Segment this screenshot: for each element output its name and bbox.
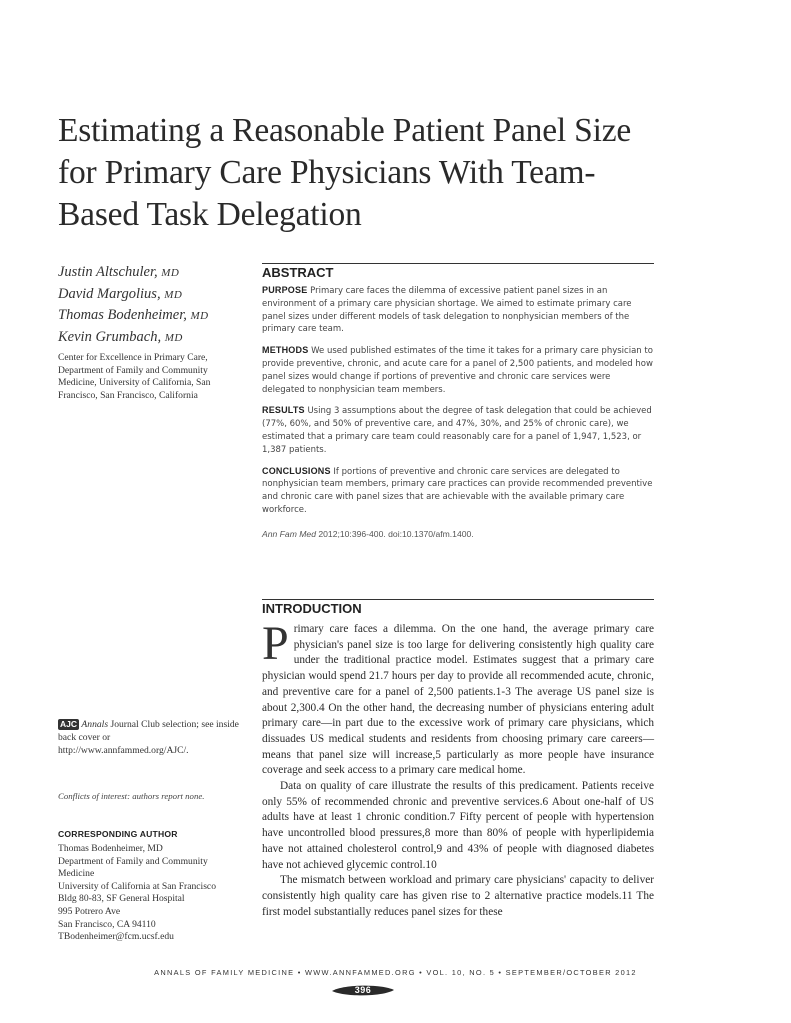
ajc-journal: Annals [81,719,109,730]
corresponding-line: Department of Family and Community Medicine [58,855,208,880]
ajc-text: Journal Club selection; see inside back cover or http://www.annfammed.org/AJC/. [58,719,239,756]
citation: Ann Fam Med 2012;10:396-400. doi:10.1370/afm.1400. [262,528,474,539]
abstract-methods: METHODS We used published estimates of the time it takes for a primary care physician to provide preventive, chronic, and acute care for a panel of 2,500 patients, and modeled how panel sizes would change if portions of preventive and chronic care services were delegated to nonphysician team members. [262,345,653,395]
corresponding-author [58,829,243,944]
abstract-results: RESULTS Using 3 assumptions about the degree of task delegation that could be achieved (77%, 60%, and 50% of preventive care, and 47%, 30%, and 25% of chronic care), we estimated that a primary care team could reasonably care for a panel of 1,947, 1,523, or 1,387 patients. [262,405,652,455]
corresponding-line: University of California at San Francisco [58,880,216,892]
introduction-paragraph: Data on quality of care illustrate the results of this predicament. Patients receive only 55% of recommended chronic and preventive services.6 About one-half of US adults have at least 1 chronic condition.7 Fifty percent of people with hypertension have uncontrolled blood pressures,8 more than 80% of people with hyperlipidemia have not attained cholesterol control,9 and 43% of people with diagnosed diabetes have not achieved glycemic control.10 [262,780,654,871]
corresponding-line: Thomas Bodenheimer, MD [58,843,163,854]
author: Justin Altschuler, MD [58,264,180,280]
article-title: Estimating a Reasonable Patient Panel Size for Primary Care Physicians With Team-Based Task Delegation [58,112,632,233]
abstract-heading: ABSTRACT [262,265,334,280]
abstract-conclusions: CONCLUSIONS If portions of preventive and chronic care services are delegated to nonphysician team members, primary care practices can provide recommended preventive and chronic care with panel sizes that are achievable with the available primary care workforce. [262,465,653,515]
author-block [58,262,238,402]
page-footer: ANNALS OF FAMILY MEDICINE • WWW.ANNFAMMED.ORG • VOL. 10, NO. 5 • SEPTEMBER/OCTOBER 2012 [154,968,637,977]
introduction-paragraph: The mismatch between workload and primary care physicians' capacity to deliver consistently high quality care has given rise to 2 alternative practice models.11 The first model substantially reduces panel sizes for these [262,874,654,918]
corresponding-heading: CORRESPONDING AUTHOR [58,829,178,839]
journal-club-note [58,718,243,757]
page-number: 396 [354,985,372,995]
corresponding-line: 995 Potrero Ave [58,905,121,917]
introduction-heading: INTRODUCTION [262,601,362,616]
author: Kevin Grumbach, MD [58,328,183,345]
introduction-rule [262,599,654,600]
abstract-section [262,263,654,539]
page-number-badge [330,984,396,997]
author: David Margolius, MD [58,285,183,302]
conflicts-of-interest: Conflicts of interest: authors report none. [58,791,205,801]
corresponding-line: Bldg 80-83, SF General Hospital [58,893,185,905]
ajc-badge-icon: AJC [60,719,78,729]
affiliation: Center for Excellence in Primary Care, Department of Family and Community Medicine, University of California, San Francisco, San Francisco, California [58,352,211,401]
abstract-rule [262,263,654,264]
corresponding-email[interactable]: TBodenheimer@fcm.ucsf.edu [58,931,174,943]
introduction-section [262,599,654,920]
corresponding-line: San Francisco, CA 94110 [58,918,156,930]
drop-cap: P [262,617,289,670]
abstract-purpose: PURPOSE Primary care faces the dilemma of excessive patient panel sizes in an environment of a primary care physician shortage. We aimed to estimate primary care panel sizes under different models of task delegation to nonphysician members of the primary care team. [262,285,632,335]
introduction-paragraph: Primary care faces a dilemma. On the one hand, the average primary care physician's panel size is too large for delivering consistently high quality care under the traditional practice model. Estimates suggest that a primary care physician would spend 21.7 hours per day to provide all recommended acute, chronic, and preventive care for a panel of 2,500 patients.1-3 The average US panel size is about 2,300.4 On the other hand, the decreasing number of physicians entering adult primary care—in part due to the excessive work of primary care physicians, which dissuades US medical students and residents from choosing primary care careers—means that panel size will increase,5 particularly as more people have insurance coverage and seek access to a primary care medical home. [262,617,654,777]
author: Thomas Bodenheimer, MD [58,307,209,323]
